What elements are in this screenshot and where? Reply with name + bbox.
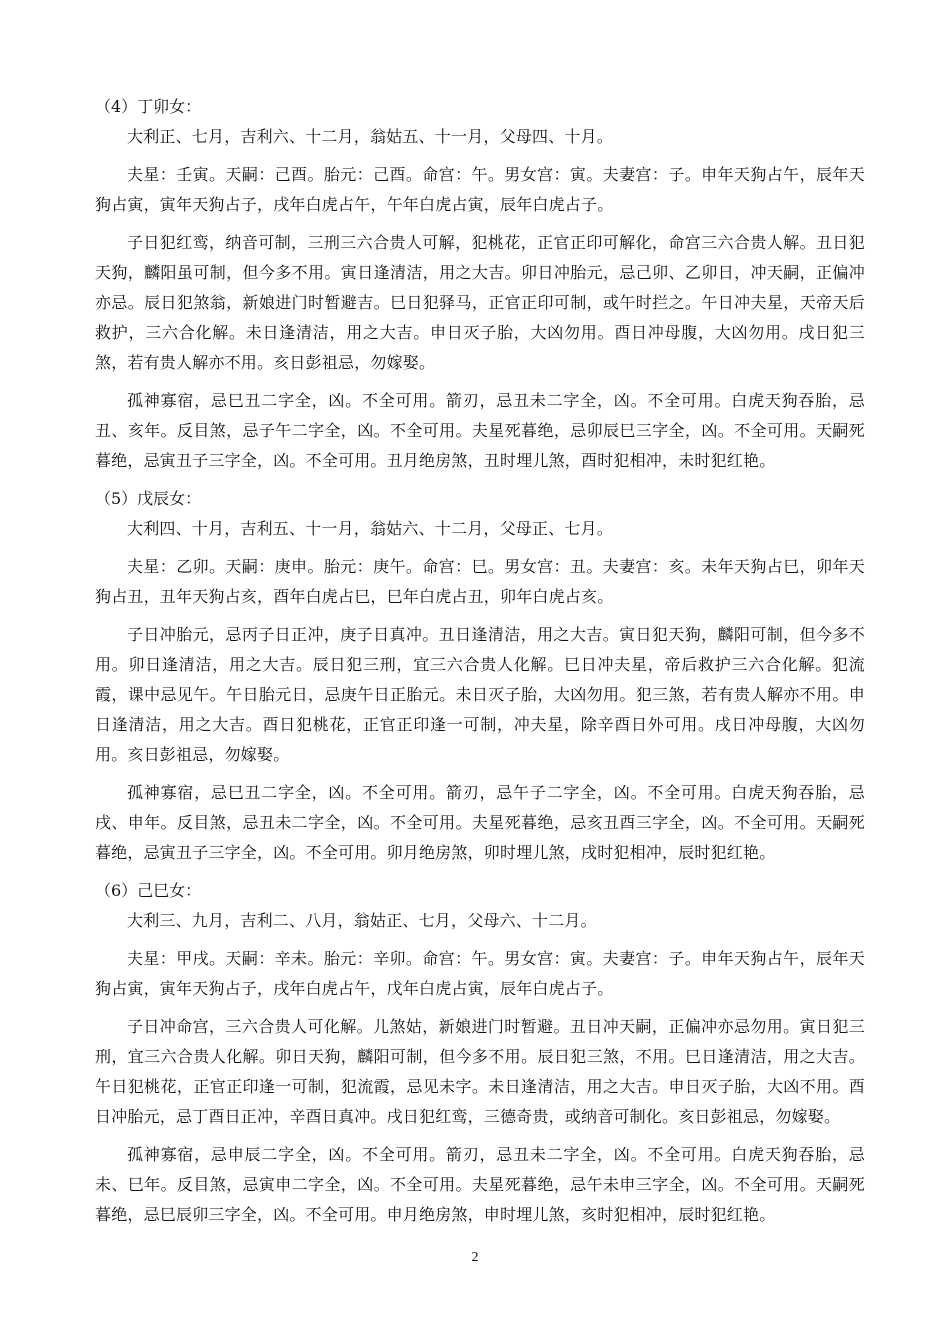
paragraph-monthly-luck: 大利三、九月，吉利二、八月，翁姑正、七月，父母六、十二月。 (127, 911, 597, 930)
section-heading: （5）戊辰女： (95, 489, 202, 508)
section-wuchen (95, 484, 865, 868)
paragraph-star-palaces: 夫星：壬寅。天嗣：己酉。胎元：己酉。命宫：午。男女宫：寅。夫妻宫：子。申年天狗占午，辰年天狗占寅，寅年天狗占子，戌年白虎占午，午年白虎占寅，辰年白虎占子。 (95, 165, 865, 214)
paragraph-taboos: 孤神寡宿，忌巳丑二字全，凶。不全可用。箭刃，忌丑未二字全，凶。不全可用。白虎天狗吞胎，忌丑、亥年。反目煞，忌子午二字全，凶。不全可用。夫星死暮绝，忌卯辰巳三字全，凶。不全可用。天嗣死暮绝，忌寅丑子三字全，凶。不全可用。丑月绝房煞，丑时埋儿煞，酉时犯相冲，未时犯红艳。 (95, 391, 865, 470)
paragraph-taboos: 孤神寡宿，忌巳丑二字全，凶。不全可用。箭刃，忌午子二字全，凶。不全可用。白虎天狗吞胎，忌戌、申年。反目煞，忌丑未二字全，凶。不全可用。夫星死暮绝，忌亥丑酉三字全，凶。不全可用。天嗣死暮绝，忌寅丑子三字全，凶。不全可用。卯月绝房煞，卯时埋儿煞，戌时犯相冲，辰时犯红艳。 (95, 783, 865, 862)
section-dingmao (95, 92, 865, 476)
paragraph-monthly-luck: 大利四、十月，吉利五、十一月，翁姑六、十二月，父母正、七月。 (127, 519, 614, 538)
paragraph-daily-notes: 子日冲命宫，三六合贵人可化解。儿煞姑，新娘进门时暂避。丑日冲天嗣，正偏冲亦忌勿用。寅日犯三刑，宜三六合贵人化解。卯日天狗，麟阳可制，但今多不用。辰日犯三煞，不用。巳日逢清洁，用之大吉。午日犯桃花，正官正印逢一可制，犯流霞，忌见未字。未日逢清洁，用之大吉。申日灭子胎，大凶不用。酉日冲胎元，忌丁酉日正冲，辛酉日真冲。戌日犯红鸾，三德奇贵，或纳音可制化。亥日彭祖忌，勿嫁娶。 (95, 1017, 865, 1126)
section-heading: （4）丁卯女： (95, 97, 202, 116)
document-body (95, 92, 865, 1238)
section-jisi (95, 876, 865, 1230)
paragraph-taboos: 孤神寡宿，忌申辰二字全，凶。不全可用。箭刃，忌丑未二字全，凶。不全可用。白虎天狗吞胎，忌未、巳年。反目煞，忌寅申二字全，凶。不全可用。夫星死暮绝，忌午未申三字全，凶。不全可用。天嗣死暮绝，忌巳辰卯三字全，凶。不全可用。申月绝房煞，申时埋儿煞，亥时犯相冲，辰时犯红艳。 (95, 1145, 865, 1224)
paragraph-daily-notes: 子日犯红鸾，纳音可制，三刑三六合贵人可解，犯桃花，正官正印可解化，命宫三六合贵人解。丑日犯天狗，麟阳虽可制，但今多不用。寅日逢清洁，用之大吉。卯日冲胎元，忌己卯、乙卯日，冲天嗣，正偏冲亦忌。辰日犯煞翁，新娘进门时暂避吉。巳日犯驿马，正官正印可制，或午时拦之。午日冲夫星，天帝天后救护，三六合化解。未日逢清洁，用之大吉。申日灭子胎，大凶勿用。酉日冲母腹，大凶勿用。戌日犯三煞，若有贵人解亦不用。亥日彭祖忌，勿嫁娶。 (95, 233, 865, 372)
section-heading: （6）己巳女： (95, 881, 202, 900)
paragraph-daily-notes: 子日冲胎元，忌丙子日正冲，庚子日真冲。丑日逢清洁，用之大吉。寅日犯天狗，麟阳可制，但今多不用。卯日逢清洁，用之大吉。辰日犯三刑，宜三六合贵人化解。巳日冲夫星，帝后救护三六合化解。犯流霞，课中忌见午。午日胎元日，忌庚午日正胎元。未日灭子胎，大凶勿用。犯三煞，若有贵人解亦不用。申日逢清洁，用之大吉。酉日犯桃花，正官正印逢一可制，冲夫星，除辛酉日外可用。戌日冲母腹，大凶勿用。亥日彭祖忌，勿嫁娶。 (95, 625, 865, 764)
paragraph-monthly-luck: 大利正、七月，吉利六、十二月，翁姑五、十一月，父母四、十月。 (127, 127, 614, 146)
page-number: 2 (471, 1250, 479, 1265)
paragraph-star-palaces: 夫星：甲戌。天嗣：辛未。胎元：辛卯。命宫：午。男女宫：寅。夫妻宫：子。申年天狗占午，辰年天狗占寅，寅年天狗占子，戌年白虎占午，戊年白虎占寅，辰年白虎占子。 (95, 949, 865, 998)
paragraph-star-palaces: 夫星：乙卯。天嗣：庚申。胎元：庚午。命宫：巳。男女宫：丑。夫妻宫：亥。未年天狗占巳，卯年天狗占丑，丑年天狗占亥，酉年白虎占巳，巳年白虎占丑，卯年白虎占亥。 (95, 557, 865, 606)
